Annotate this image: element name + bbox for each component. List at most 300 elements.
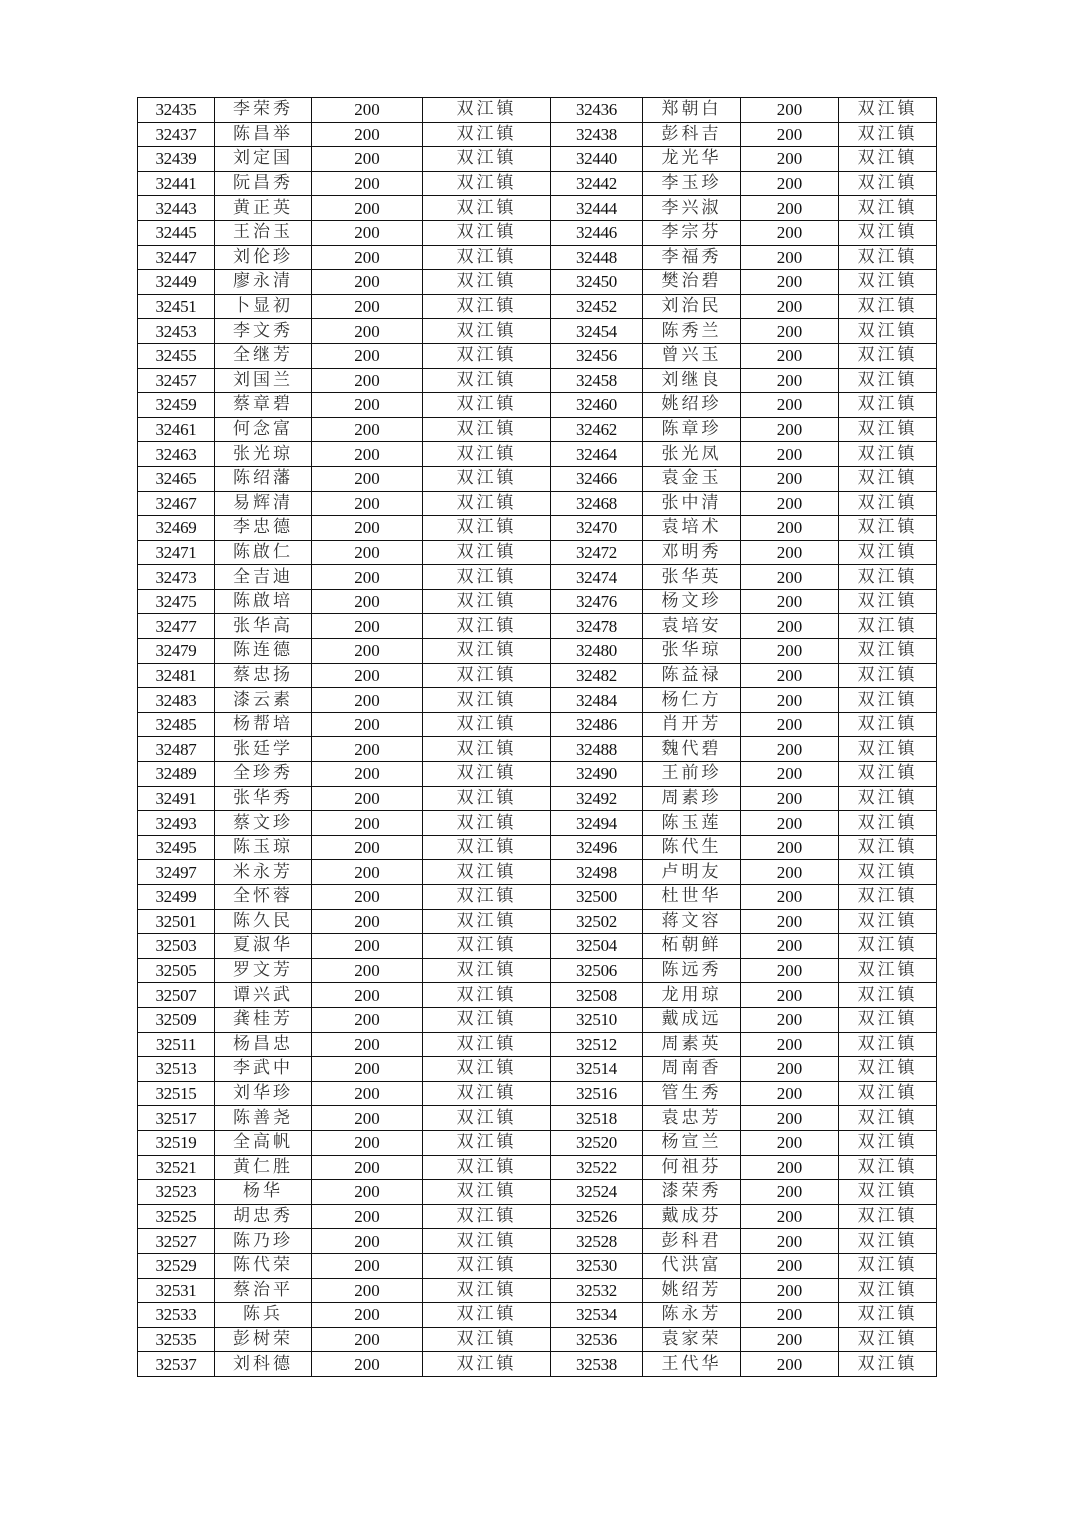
right-amount-cell: 200 [741, 737, 839, 762]
right-town-cell: 双江镇 [839, 1303, 937, 1328]
left-id-cell: 32439 [138, 147, 215, 172]
table-row [138, 1327, 937, 1352]
table-row [138, 786, 937, 811]
left-name-cell: 陈久民 [215, 909, 312, 934]
right-name-cell: 李兴淑 [643, 196, 741, 221]
left-name-cell: 罗文芳 [215, 958, 312, 983]
right-name-cell: 刘治民 [643, 294, 741, 319]
right-name-cell: 王代华 [643, 1352, 741, 1377]
table-row [138, 319, 937, 344]
left-amount-cell: 200 [312, 294, 423, 319]
right-id-cell: 32472 [551, 540, 643, 565]
left-town-cell: 双江镇 [423, 442, 551, 467]
left-name-cell: 夏淑华 [215, 934, 312, 959]
table-row [138, 343, 937, 368]
right-name-cell: 张华琼 [643, 639, 741, 664]
left-town-cell: 双江镇 [423, 516, 551, 541]
table-row [138, 442, 937, 467]
right-town-cell: 双江镇 [839, 1007, 937, 1032]
left-id-cell: 32483 [138, 688, 215, 713]
left-name-cell: 阮昌秀 [215, 171, 312, 196]
left-id-cell: 32511 [138, 1032, 215, 1057]
right-town-cell: 双江镇 [839, 294, 937, 319]
right-name-cell: 袁忠芳 [643, 1106, 741, 1131]
left-name-cell: 王治玉 [215, 220, 312, 245]
left-id-cell: 32509 [138, 1007, 215, 1032]
right-id-cell: 32486 [551, 712, 643, 737]
left-amount-cell: 200 [312, 737, 423, 762]
left-name-cell: 杨华 [215, 1180, 312, 1205]
left-name-cell: 李忠德 [215, 516, 312, 541]
left-amount-cell: 200 [312, 1155, 423, 1180]
right-name-cell: 戴成芬 [643, 1204, 741, 1229]
left-amount-cell: 200 [312, 1352, 423, 1377]
table-row [138, 589, 937, 614]
right-town-cell: 双江镇 [839, 540, 937, 565]
right-amount-cell: 200 [741, 319, 839, 344]
table-row [138, 762, 937, 787]
right-amount-cell: 200 [741, 1106, 839, 1131]
left-name-cell: 全怀蓉 [215, 885, 312, 910]
right-town-cell: 双江镇 [839, 737, 937, 762]
table-row [138, 860, 937, 885]
left-town-cell: 双江镇 [423, 1229, 551, 1254]
right-town-cell: 双江镇 [839, 1081, 937, 1106]
left-id-cell: 32515 [138, 1081, 215, 1106]
left-amount-cell: 200 [312, 909, 423, 934]
right-name-cell: 陈益禄 [643, 663, 741, 688]
right-amount-cell: 200 [741, 614, 839, 639]
left-id-cell: 32531 [138, 1278, 215, 1303]
right-id-cell: 32496 [551, 835, 643, 860]
left-town-cell: 双江镇 [423, 786, 551, 811]
right-id-cell: 32494 [551, 811, 643, 836]
left-town-cell: 双江镇 [423, 1032, 551, 1057]
left-amount-cell: 200 [312, 663, 423, 688]
left-id-cell: 32485 [138, 712, 215, 737]
right-town-cell: 双江镇 [839, 368, 937, 393]
left-name-cell: 胡忠秀 [215, 1204, 312, 1229]
left-amount-cell: 200 [312, 270, 423, 295]
left-id-cell: 32507 [138, 983, 215, 1008]
left-town-cell: 双江镇 [423, 589, 551, 614]
right-amount-cell: 200 [741, 762, 839, 787]
right-amount-cell: 200 [741, 786, 839, 811]
right-amount-cell: 200 [741, 1327, 839, 1352]
right-town-cell: 双江镇 [839, 639, 937, 664]
right-id-cell: 32458 [551, 368, 643, 393]
table-row [138, 245, 937, 270]
right-id-cell: 32506 [551, 958, 643, 983]
left-amount-cell: 200 [312, 1180, 423, 1205]
left-amount-cell: 200 [312, 786, 423, 811]
right-amount-cell: 200 [741, 98, 839, 123]
left-id-cell: 32499 [138, 885, 215, 910]
left-town-cell: 双江镇 [423, 909, 551, 934]
right-amount-cell: 200 [741, 466, 839, 491]
left-town-cell: 双江镇 [423, 958, 551, 983]
left-name-cell: 黄仁胜 [215, 1155, 312, 1180]
right-name-cell: 周素珍 [643, 786, 741, 811]
left-amount-cell: 200 [312, 368, 423, 393]
right-amount-cell: 200 [741, 1180, 839, 1205]
right-amount-cell: 200 [741, 835, 839, 860]
right-amount-cell: 200 [741, 540, 839, 565]
left-id-cell: 32445 [138, 220, 215, 245]
left-id-cell: 32479 [138, 639, 215, 664]
left-id-cell: 32465 [138, 466, 215, 491]
left-amount-cell: 200 [312, 565, 423, 590]
left-name-cell: 陈啟培 [215, 589, 312, 614]
right-amount-cell: 200 [741, 811, 839, 836]
left-name-cell: 谭兴武 [215, 983, 312, 1008]
right-name-cell: 杨仁方 [643, 688, 741, 713]
left-amount-cell: 200 [312, 516, 423, 541]
left-name-cell: 陈啟仁 [215, 540, 312, 565]
left-town-cell: 双江镇 [423, 1204, 551, 1229]
left-town-cell: 双江镇 [423, 885, 551, 910]
left-id-cell: 32459 [138, 393, 215, 418]
left-id-cell: 32469 [138, 516, 215, 541]
table-row [138, 1155, 937, 1180]
right-town-cell: 双江镇 [839, 1180, 937, 1205]
left-amount-cell: 200 [312, 171, 423, 196]
table-row [138, 639, 937, 664]
right-town-cell: 双江镇 [839, 343, 937, 368]
left-town-cell: 双江镇 [423, 1352, 551, 1377]
right-amount-cell: 200 [741, 909, 839, 934]
right-name-cell: 周素英 [643, 1032, 741, 1057]
left-name-cell: 刘华珍 [215, 1081, 312, 1106]
right-amount-cell: 200 [741, 1303, 839, 1328]
left-town-cell: 双江镇 [423, 1327, 551, 1352]
left-amount-cell: 200 [312, 1253, 423, 1278]
left-amount-cell: 200 [312, 688, 423, 713]
left-name-cell: 易辉清 [215, 491, 312, 516]
table-row [138, 614, 937, 639]
right-id-cell: 32450 [551, 270, 643, 295]
left-name-cell: 彭树荣 [215, 1327, 312, 1352]
table-row [138, 663, 937, 688]
table-row [138, 1007, 937, 1032]
right-name-cell: 彭科君 [643, 1229, 741, 1254]
right-town-cell: 双江镇 [839, 983, 937, 1008]
right-id-cell: 32470 [551, 516, 643, 541]
right-amount-cell: 200 [741, 1352, 839, 1377]
table-row [138, 1057, 937, 1082]
left-town-cell: 双江镇 [423, 220, 551, 245]
right-name-cell: 杜世华 [643, 885, 741, 910]
left-name-cell: 陈兵 [215, 1303, 312, 1328]
left-town-cell: 双江镇 [423, 343, 551, 368]
left-town-cell: 双江镇 [423, 294, 551, 319]
left-amount-cell: 200 [312, 958, 423, 983]
left-amount-cell: 200 [312, 1278, 423, 1303]
right-town-cell: 双江镇 [839, 98, 937, 123]
right-town-cell: 双江镇 [839, 1106, 937, 1131]
left-name-cell: 蔡治平 [215, 1278, 312, 1303]
right-id-cell: 32498 [551, 860, 643, 885]
table-row [138, 294, 937, 319]
right-id-cell: 32446 [551, 220, 643, 245]
right-id-cell: 32466 [551, 466, 643, 491]
left-name-cell: 张光琼 [215, 442, 312, 467]
right-town-cell: 双江镇 [839, 688, 937, 713]
right-id-cell: 32524 [551, 1180, 643, 1205]
right-amount-cell: 200 [741, 196, 839, 221]
right-town-cell: 双江镇 [839, 147, 937, 172]
left-amount-cell: 200 [312, 1327, 423, 1352]
right-name-cell: 袁培术 [643, 516, 741, 541]
right-id-cell: 32492 [551, 786, 643, 811]
table-row [138, 934, 937, 959]
right-name-cell: 管生秀 [643, 1081, 741, 1106]
left-town-cell: 双江镇 [423, 639, 551, 664]
left-name-cell: 陈善尧 [215, 1106, 312, 1131]
left-amount-cell: 200 [312, 712, 423, 737]
table-row [138, 737, 937, 762]
left-id-cell: 32513 [138, 1057, 215, 1082]
left-town-cell: 双江镇 [423, 393, 551, 418]
right-town-cell: 双江镇 [839, 1229, 937, 1254]
right-amount-cell: 200 [741, 688, 839, 713]
right-id-cell: 32534 [551, 1303, 643, 1328]
right-town-cell: 双江镇 [839, 319, 937, 344]
right-name-cell: 戴成远 [643, 1007, 741, 1032]
left-id-cell: 32467 [138, 491, 215, 516]
right-name-cell: 蒋文容 [643, 909, 741, 934]
table-row [138, 565, 937, 590]
left-name-cell: 蔡忠扬 [215, 663, 312, 688]
left-town-cell: 双江镇 [423, 270, 551, 295]
left-town-cell: 双江镇 [423, 98, 551, 123]
right-amount-cell: 200 [741, 1007, 839, 1032]
left-id-cell: 32461 [138, 417, 215, 442]
table-row [138, 1352, 937, 1377]
left-town-cell: 双江镇 [423, 688, 551, 713]
right-name-cell: 龙用琼 [643, 983, 741, 1008]
right-id-cell: 32490 [551, 762, 643, 787]
left-town-cell: 双江镇 [423, 1303, 551, 1328]
left-town-cell: 双江镇 [423, 1155, 551, 1180]
right-id-cell: 32516 [551, 1081, 643, 1106]
right-name-cell: 陈秀兰 [643, 319, 741, 344]
left-name-cell: 李荣秀 [215, 98, 312, 123]
right-town-cell: 双江镇 [839, 1352, 937, 1377]
left-amount-cell: 200 [312, 885, 423, 910]
left-name-cell: 张廷学 [215, 737, 312, 762]
subsidy-roster-table [137, 97, 937, 1377]
left-amount-cell: 200 [312, 1057, 423, 1082]
right-id-cell: 32464 [551, 442, 643, 467]
left-town-cell: 双江镇 [423, 1007, 551, 1032]
right-amount-cell: 200 [741, 712, 839, 737]
right-amount-cell: 200 [741, 147, 839, 172]
left-town-cell: 双江镇 [423, 319, 551, 344]
right-amount-cell: 200 [741, 368, 839, 393]
left-amount-cell: 200 [312, 835, 423, 860]
table-row [138, 270, 937, 295]
left-amount-cell: 200 [312, 466, 423, 491]
right-town-cell: 双江镇 [839, 1032, 937, 1057]
left-amount-cell: 200 [312, 614, 423, 639]
table-row [138, 835, 937, 860]
left-amount-cell: 200 [312, 1032, 423, 1057]
table-row [138, 1253, 937, 1278]
left-town-cell: 双江镇 [423, 1057, 551, 1082]
left-town-cell: 双江镇 [423, 1106, 551, 1131]
table-row [138, 1278, 937, 1303]
right-town-cell: 双江镇 [839, 835, 937, 860]
left-name-cell: 漆云素 [215, 688, 312, 713]
right-town-cell: 双江镇 [839, 589, 937, 614]
left-name-cell: 陈绍藩 [215, 466, 312, 491]
right-name-cell: 陈永芳 [643, 1303, 741, 1328]
left-amount-cell: 200 [312, 1081, 423, 1106]
left-id-cell: 32537 [138, 1352, 215, 1377]
table-row [138, 1032, 937, 1057]
table-row [138, 393, 937, 418]
right-id-cell: 32462 [551, 417, 643, 442]
table-row [138, 1303, 937, 1328]
left-amount-cell: 200 [312, 491, 423, 516]
right-id-cell: 32522 [551, 1155, 643, 1180]
left-amount-cell: 200 [312, 1229, 423, 1254]
left-amount-cell: 200 [312, 98, 423, 123]
left-name-cell: 李武中 [215, 1057, 312, 1082]
left-name-cell: 刘定国 [215, 147, 312, 172]
right-name-cell: 李宗芬 [643, 220, 741, 245]
left-town-cell: 双江镇 [423, 540, 551, 565]
right-town-cell: 双江镇 [839, 1057, 937, 1082]
left-id-cell: 32471 [138, 540, 215, 565]
right-town-cell: 双江镇 [839, 762, 937, 787]
right-town-cell: 双江镇 [839, 270, 937, 295]
right-town-cell: 双江镇 [839, 171, 937, 196]
right-amount-cell: 200 [741, 1204, 839, 1229]
table-row [138, 220, 937, 245]
left-name-cell: 杨帮培 [215, 712, 312, 737]
table-row [138, 1204, 937, 1229]
right-amount-cell: 200 [741, 417, 839, 442]
left-name-cell: 陈连德 [215, 639, 312, 664]
left-amount-cell: 200 [312, 860, 423, 885]
right-town-cell: 双江镇 [839, 516, 937, 541]
right-name-cell: 刘继良 [643, 368, 741, 393]
right-town-cell: 双江镇 [839, 417, 937, 442]
right-amount-cell: 200 [741, 860, 839, 885]
left-id-cell: 32489 [138, 762, 215, 787]
right-town-cell: 双江镇 [839, 663, 937, 688]
right-amount-cell: 200 [741, 1032, 839, 1057]
right-name-cell: 樊治碧 [643, 270, 741, 295]
right-id-cell: 32484 [551, 688, 643, 713]
right-town-cell: 双江镇 [839, 1253, 937, 1278]
left-name-cell: 全吉迪 [215, 565, 312, 590]
left-id-cell: 32453 [138, 319, 215, 344]
right-amount-cell: 200 [741, 1253, 839, 1278]
right-town-cell: 双江镇 [839, 885, 937, 910]
right-name-cell: 曾兴玉 [643, 343, 741, 368]
right-amount-cell: 200 [741, 245, 839, 270]
right-town-cell: 双江镇 [839, 491, 937, 516]
left-town-cell: 双江镇 [423, 368, 551, 393]
table-row [138, 811, 937, 836]
left-amount-cell: 200 [312, 417, 423, 442]
right-amount-cell: 200 [741, 270, 839, 295]
table-row [138, 491, 937, 516]
right-amount-cell: 200 [741, 294, 839, 319]
left-name-cell: 蔡文珍 [215, 811, 312, 836]
left-name-cell: 张华高 [215, 614, 312, 639]
right-id-cell: 32468 [551, 491, 643, 516]
left-name-cell: 龚桂芳 [215, 1007, 312, 1032]
right-name-cell: 李玉珍 [643, 171, 741, 196]
right-id-cell: 32526 [551, 1204, 643, 1229]
right-town-cell: 双江镇 [839, 565, 937, 590]
left-town-cell: 双江镇 [423, 663, 551, 688]
right-name-cell: 袁培安 [643, 614, 741, 639]
left-id-cell: 32477 [138, 614, 215, 639]
left-town-cell: 双江镇 [423, 1180, 551, 1205]
table-row [138, 368, 937, 393]
right-name-cell: 陈远秀 [643, 958, 741, 983]
right-id-cell: 32452 [551, 294, 643, 319]
right-amount-cell: 200 [741, 1278, 839, 1303]
right-amount-cell: 200 [741, 885, 839, 910]
right-name-cell: 姚绍芳 [643, 1278, 741, 1303]
left-name-cell: 廖永清 [215, 270, 312, 295]
left-town-cell: 双江镇 [423, 934, 551, 959]
right-name-cell: 柘朝鲜 [643, 934, 741, 959]
left-amount-cell: 200 [312, 1106, 423, 1131]
right-id-cell: 32518 [551, 1106, 643, 1131]
left-amount-cell: 200 [312, 122, 423, 147]
left-id-cell: 32521 [138, 1155, 215, 1180]
right-name-cell: 张光凤 [643, 442, 741, 467]
left-town-cell: 双江镇 [423, 1081, 551, 1106]
left-town-cell: 双江镇 [423, 245, 551, 270]
right-town-cell: 双江镇 [839, 614, 937, 639]
right-town-cell: 双江镇 [839, 909, 937, 934]
left-town-cell: 双江镇 [423, 122, 551, 147]
right-amount-cell: 200 [741, 393, 839, 418]
left-id-cell: 32529 [138, 1253, 215, 1278]
right-name-cell: 郑朝白 [643, 98, 741, 123]
left-name-cell: 何念富 [215, 417, 312, 442]
right-name-cell: 袁金玉 [643, 466, 741, 491]
left-id-cell: 32455 [138, 343, 215, 368]
left-name-cell: 刘科德 [215, 1352, 312, 1377]
right-id-cell: 32438 [551, 122, 643, 147]
left-town-cell: 双江镇 [423, 147, 551, 172]
left-town-cell: 双江镇 [423, 417, 551, 442]
right-id-cell: 32512 [551, 1032, 643, 1057]
right-name-cell: 张华英 [643, 565, 741, 590]
left-town-cell: 双江镇 [423, 811, 551, 836]
left-town-cell: 双江镇 [423, 712, 551, 737]
left-town-cell: 双江镇 [423, 196, 551, 221]
left-town-cell: 双江镇 [423, 491, 551, 516]
right-amount-cell: 200 [741, 565, 839, 590]
right-town-cell: 双江镇 [839, 393, 937, 418]
right-town-cell: 双江镇 [839, 1130, 937, 1155]
left-town-cell: 双江镇 [423, 171, 551, 196]
left-id-cell: 32447 [138, 245, 215, 270]
left-town-cell: 双江镇 [423, 1253, 551, 1278]
table-row [138, 540, 937, 565]
left-id-cell: 32517 [138, 1106, 215, 1131]
